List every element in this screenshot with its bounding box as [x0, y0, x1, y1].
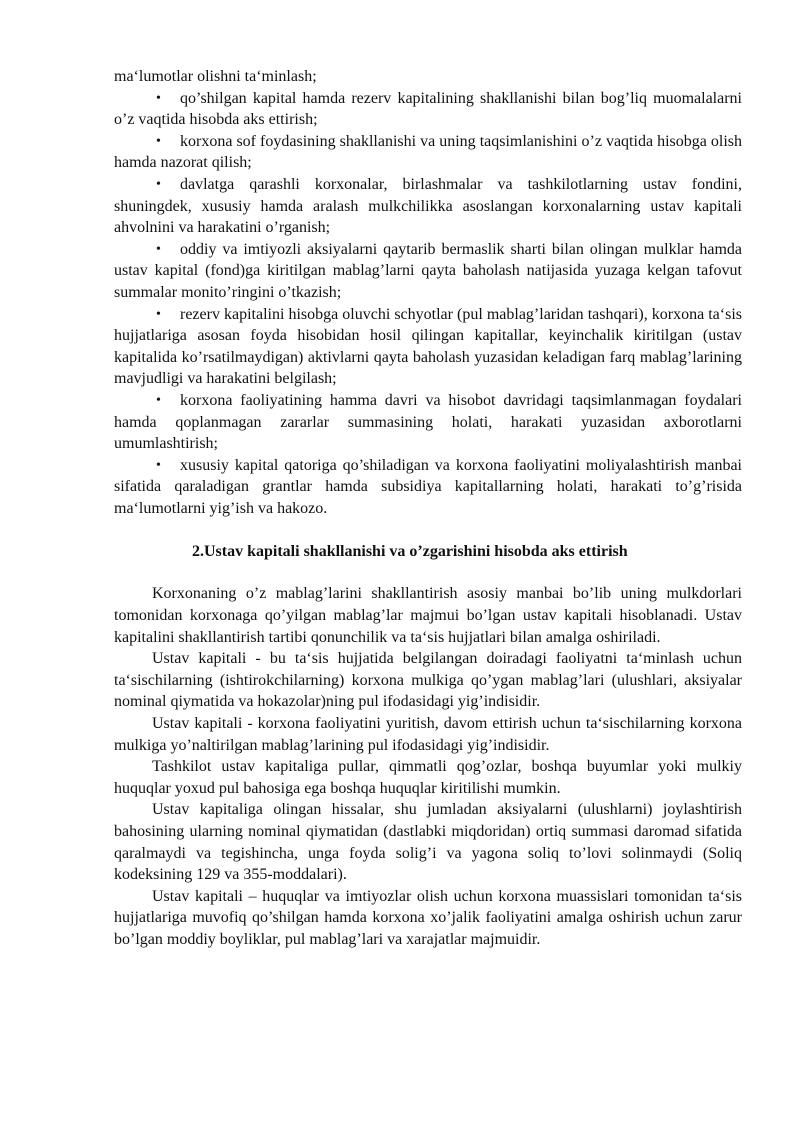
bullet-item-3 — [114, 174, 742, 239]
bullet-item-7 — [114, 455, 742, 520]
bullet-dot-icon: • — [156, 392, 161, 408]
bullet-item-6 — [114, 390, 742, 455]
bullet-dot-icon: • — [156, 133, 161, 149]
intro-line: ma‘lumotlar olishni ta‘minlash; — [114, 68, 317, 85]
bullet-item-1 — [114, 88, 742, 131]
bullet-text: qo’shilgan kapital hamda rezerv kapitalining shakllanishi bilan bog’liq muomalalarni o’z vaqtida hisobda aks ettirish; — [114, 89, 742, 129]
document-page — [114, 66, 742, 951]
body-paragraph-5: Ustav kapitaliga olingan hissalar, shu jumladan aksiyalarni (ulushlarni) joylashtirish bahosining ularning nominal qiymatidan (dastlabki miqdoridan) ortiq summasi daromad sifatida qaralmaydi va tegishincha, unga foyda solig’i va yagona soliq to’lovi solinmaydi (Soliq kodeksining 129 va 355-moddalari). — [114, 801, 742, 884]
bullet-dot-icon: • — [156, 90, 161, 106]
body-paragraph-1: Korxonaning o’z mablag’larini shakllantirish asosiy manbai bo’lib uning mulkdorlari tomonidan korxonaga qo’yilgan mablag’lar majmui bo’lgan ustav kapitali hisoblanadi. Ustav kapitalini shakllantirish tartibi qonunchilik va ta‘sis hujjatlari bilan amalga oshiriladi. — [114, 585, 742, 646]
bullet-dot-icon: • — [156, 306, 161, 322]
bullet-text: xususiy kapital qatoriga qo’shiladigan va korxona faoliyatini moliyalashtirish manbai sifatida qaraladigan grantlar hamda subsidiya kapitallarning holati, harakati to’g’risida ma‘lumotlarni yig’ish va hakozo. — [114, 456, 742, 517]
bullet-dot-icon: • — [156, 176, 161, 192]
body-paragraph-6: Ustav kapitali – huquqlar va imtiyozlar olish uchun korxona muassislari tomonidan ta‘sis hujjatlariga muvofiq qo’shilgan hamda korxona xo’jalik faoliyatini amalga oshirish uchun zarur bo’lgan moddiy boyliklar, pul mablag’lari va xarajatlar majmuidir. — [114, 887, 742, 948]
bullet-text: oddiy va imtiyozli aksiyalarni qaytarib bermaslik sharti bilan olingan mulklar hamda ustav kapital (fond)ga kiritilgan mablag’larni qayta baholash natijasida yuzaga kelgan tafovut summalar monito’ringini o’tkazish; — [114, 240, 742, 301]
section-heading: 2.Ustav kapitali shakllanishi va o’zgarishini hisobda aks ettirish — [192, 543, 628, 561]
body-paragraph-2: Ustav kapitali - bu ta‘sis hujjatida belgilangan doiradagi faoliyatni ta‘minlash uchun ta‘sischilarning (ishtirokchilarning) korxona mulkiga qo’ygan mablag’lari (ulushlari, aksiyalar nominal qiymatida va hokazolar)ning pul ifodasidagi yig’indisidir. — [114, 650, 742, 711]
bullet-item-4 — [114, 239, 742, 304]
body-paragraph-3: Ustav kapitali - korxona faoliyatini yuritish, davom ettirish uchun ta‘sischilarning korxona mulkiga yo’naltirilgan mablag’larining pul ifodasidagi yig’indisidir. — [114, 715, 742, 754]
bullet-dot-icon: • — [156, 457, 161, 473]
bullet-text: korxona faoliyatining hamma davri va hisobot davridagi taqsimlanmagan foydalari hamda qoplanmagan zararlar summasining holati, harakati yuzasidan axborotlarni umumlashtirish; — [114, 391, 742, 453]
bullet-item-2 — [114, 131, 742, 174]
bullet-item-5 — [114, 304, 742, 390]
bullet-text: davlatga qarashli korxonalar, birlashmalar va tashkilotlarning ustav fondini, shuningdek, xususiy hamda aralash mulkchilikka asoslangan korxonalarning ustav kapitali ahvolnini va harakatini o’rganish; — [114, 175, 742, 237]
bullet-text: korxona sof foydasining shakllanishi va uning taqsimlanishini o’z vaqtida hisobga olish hamda nazorat qilish; — [114, 132, 742, 172]
bullet-text: rezerv kapitalini hisobga oluvchi schyotlar (pul mablag’laridan tashqari), korxona ta‘sis hujjatlariga asosan foyda hisobidan hosil qilingan kapitallar, keyinchalik kiritilgan (ustav kapitalida ko’rsatilmaydigan) aktivlarni qayta baholash yuzasidan keladigan farq mablag’larining mavjudligi va harakatini belgilash; — [114, 305, 742, 388]
body-paragraph-4: Tashkilot ustav kapitaliga pullar, qimmatli qog’ozlar, boshqa buyumlar yoki mulkiy huquqlar yoxud pul bahosiga ega boshqa huquqlar kiritilishi mumkin. — [114, 758, 742, 797]
bullet-dot-icon: • — [156, 241, 161, 257]
